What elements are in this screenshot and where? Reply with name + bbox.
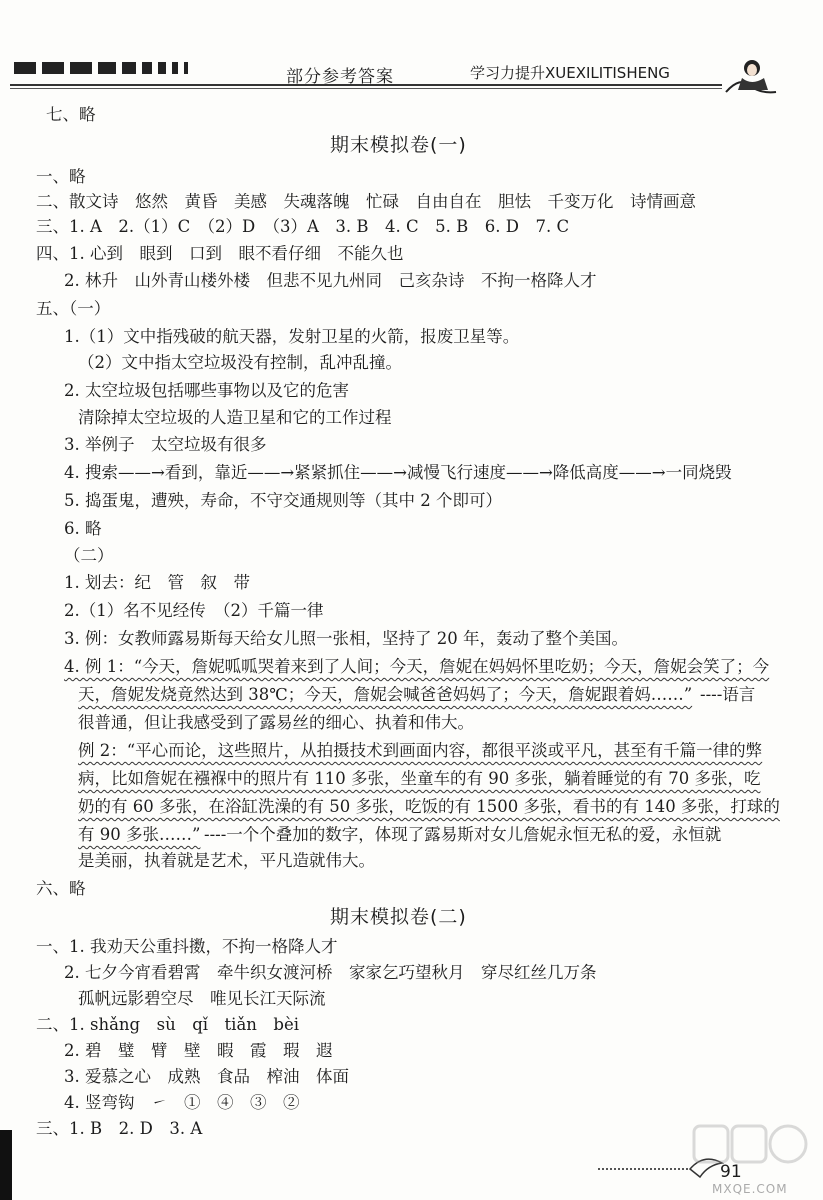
footer-dots [598, 1168, 688, 1170]
answer-line: 四、1. 心到 眼到 口到 眼不看仔细 不能久也 [36, 244, 404, 263]
answer-line: 3. 举例子 太空垃圾有很多 [64, 435, 267, 454]
answer-line: 2. 碧 璧 臂 壁 暇 霞 瑕 遐 [64, 1041, 333, 1060]
answer-line: 6. 略 [64, 519, 102, 538]
answer-line: 二、1. shǎng sù qǐ tiǎn bèi [36, 1015, 300, 1034]
answer-line: ----语言 [700, 685, 756, 704]
answer-line-underlined: 奶的有 60 多张，在浴缸洗澡的有 50 多张，吃饭的有 1500 多张，看书的有 140 多张，打球的 [78, 797, 780, 816]
answer-line: 二、散文诗 悠然 黄昏 美感 失魂落魄 忙碌 自由自在 胆怯 千变万化 诗情画意 [36, 192, 696, 211]
section-title-exam-1: 期末模拟卷(一) [330, 134, 467, 156]
answer-line: 5. 捣蛋鬼，遭殃，寿命，不守交通规则等（其中 2 个即可） [64, 491, 502, 510]
answer-line: 2. 太空垃圾包括哪些事物以及它的危害 [64, 381, 349, 400]
header-title: 部分参考答案 [286, 67, 394, 87]
header-rule-thin [10, 88, 722, 89]
answer-line: 清除掉太空垃圾的人造卫星和它的工作过程 [78, 408, 392, 427]
answer-line: 1. 划去：纪 管 叙 带 [64, 573, 250, 592]
answer-line: 三、1. A 2.（1）C （2）D （3）A 3. B 4. C 5. B 6. D 7. C [36, 217, 570, 236]
header-subtitle: 学习力提升XUEXILITISHENG [470, 64, 670, 82]
answer-line-underlined: 4. 例 1：“今天，詹妮呱呱哭着来到了人间；今天，詹妮在妈妈怀里吃奶；今天，詹妮会笑了；今 [64, 657, 770, 676]
answer-line: 一、1. 我劝天公重抖擞，不拘一格降人才 [36, 937, 338, 956]
answer-line: 4. 搜索——→看到，靠近——→紧紧抓住——→减慢飞行速度——→降低高度——→一同烧毁 [64, 463, 732, 482]
page-number: 91 [720, 1162, 742, 1182]
answer-line: 1.（1）文中指残破的航天器，发射卫星的火箭，报废卫星等。 [64, 327, 520, 346]
header-decoration [14, 62, 188, 74]
answer-line: （2）文中指太空垃圾没有控制，乱冲乱撞。 [78, 353, 402, 372]
watermark-logo-icon [690, 1118, 808, 1178]
answer-line: 七、略 [46, 105, 96, 124]
answer-line: 3. 例：女教师露易斯每天给女儿照一张相，坚持了 20 年，轰动了整个美国。 [64, 629, 628, 648]
answer-line: 3. 爱慕之心 成熟 食品 榨油 体面 [64, 1067, 349, 1086]
watermark-text: MXQE.COM [712, 1182, 788, 1196]
answer-line: 孤帆远影碧空尽 唯见长江天际流 [78, 989, 326, 1008]
answer-line-underlined: 有 90 多张……” [78, 825, 201, 844]
answer-line-underlined: 例 2：“平心而论，这些照片，从拍摄技术到画面内容，都很平淡或平凡，甚至有千篇一律的弊 [78, 741, 763, 760]
answer-line: 五、（一） [36, 299, 111, 318]
answer-line: 一、略 [36, 167, 86, 186]
answer-line: 很普通，但让我感受到了露易丝的细心、执着和伟大。 [78, 713, 474, 732]
answer-line: 是美丽，执着就是艺术，平凡造就伟大。 [78, 851, 375, 870]
answer-line-underlined: 天，詹妮发烧竟然达到 38℃；今天，詹妮会喊爸爸妈妈了；今天，詹妮跟着妈……” [78, 685, 693, 704]
answer-line: 2. 林升 山外青山楼外楼 但悲不见九州同 己亥杂诗 不拘一格降人才 [64, 271, 597, 290]
answer-line: 六、略 [36, 879, 86, 898]
answer-line: 4. 竖弯钩 ㇀ ① ④ ③ ② [64, 1093, 300, 1112]
section-title-exam-2: 期末模拟卷(二) [330, 906, 467, 928]
answer-line-underlined: 病，比如詹妮在襁褓中的照片有 110 多张，坐童车的有 90 多张，躺着睡觉的有 70 多张，吃 [78, 769, 761, 788]
answer-line: 三、1. B 2. D 3. A [36, 1119, 203, 1138]
answer-line: （二） [64, 546, 114, 565]
page-edge-bar [0, 1130, 12, 1200]
answer-line: ----一个个叠加的数字，体现了露易斯对女儿詹妮永恒无私的爱，永恒就 [204, 825, 722, 844]
answer-line: 2. 七夕今宵看碧霄 牵牛织女渡河桥 家家乞巧望秋月 穿尽红丝几万条 [64, 963, 597, 982]
girl-illustration-icon [722, 56, 778, 94]
answer-line: 2.（1）名不见经传 （2）千篇一律 [64, 601, 324, 620]
